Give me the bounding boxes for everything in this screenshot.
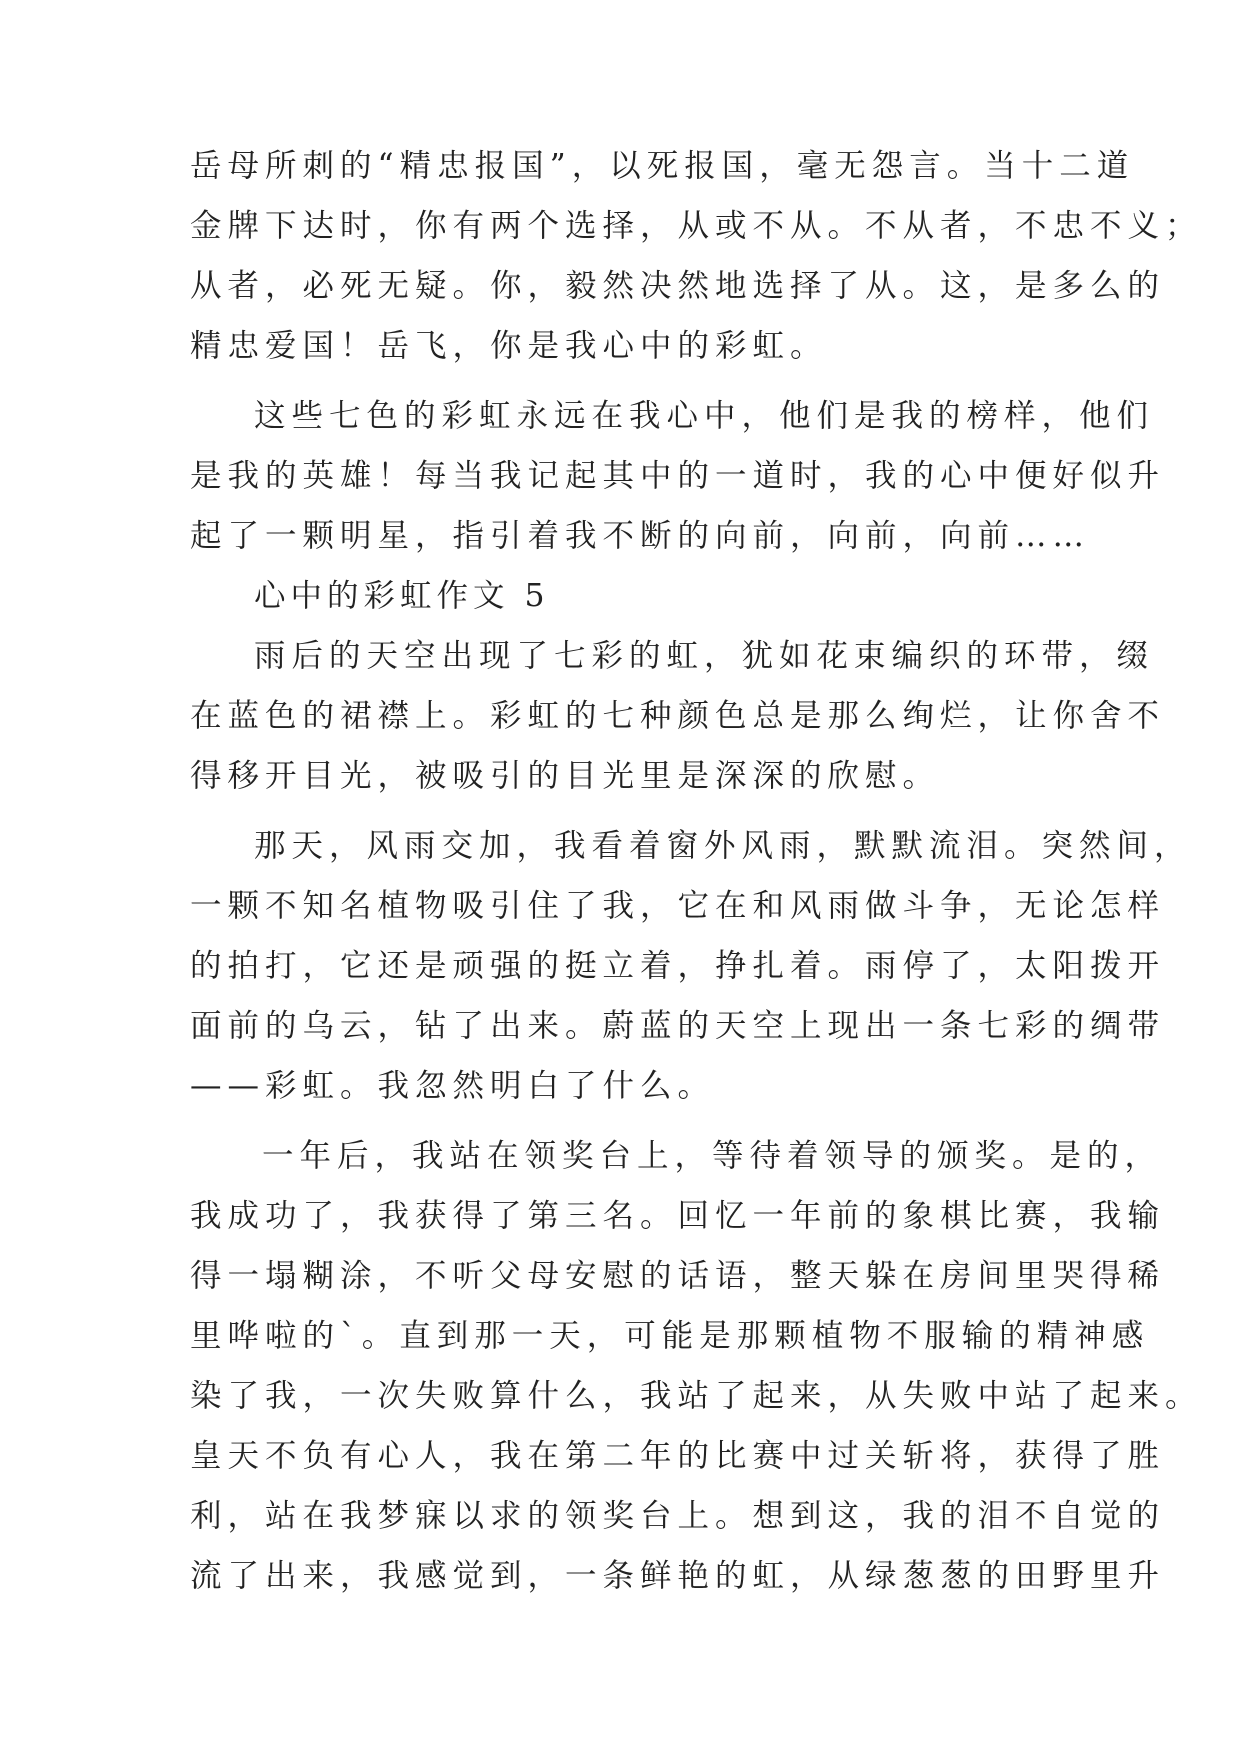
text-line: 得一塌糊涂，不听父母安慰的话语，整天躲在房间里哭得稀 — [190, 1258, 1166, 1294]
text-line: 是我的英雄！每当我记起其中的一道时，我的心中便好似升 — [190, 458, 1166, 494]
text-line: 得移开目光，被吸引的目光里是深深的欣慰。 — [190, 758, 941, 794]
text-line: 的拍打，它还是顽强的挺立着，挣扎着。雨停了，太阳拨开 — [190, 948, 1166, 984]
text-line: 皇天不负有心人，我在第二年的比赛中过关斩将，获得了胜 — [190, 1438, 1166, 1474]
text-line: 染了我，一次失败算什么，我站了起来，从失败中站了起来。 — [190, 1378, 1203, 1414]
text-line: 岳母所刺的“精忠报国”，以死报国，毫无怨言。当十二道 — [190, 148, 1135, 184]
text-line: 面前的乌云，钻了出来。蔚蓝的天空上现出一条七彩的绸带 — [190, 1008, 1166, 1044]
text-line: 在蓝色的裙襟上。彩虹的七种颜色总是那么绚烂，让你舍不 — [190, 698, 1166, 734]
text-line: 里哗啦的`。直到那一天，可能是那颗植物不服输的精神感 — [190, 1318, 1150, 1354]
text-line: 雨后的天空出现了七彩的虹，犹如花束编织的环带，缀 — [254, 638, 1155, 674]
text-line: 从者，必死无疑。你，毅然决然地选择了从。这，是多么的 — [190, 268, 1166, 304]
text-line: 我成功了，我获得了第三名。回忆一年前的象棋比赛，我输 — [190, 1198, 1166, 1234]
text-line: 一年后，我站在领奖台上，等待着领导的颁奖。是的， — [262, 1138, 1163, 1174]
text-line: 一颗不知名植物吸引住了我，它在和风雨做斗争，无论怎样 — [190, 888, 1166, 924]
text-line: 利，站在我梦寐以求的领奖台上。想到这，我的泪不自觉的 — [190, 1498, 1166, 1534]
text-line: 流了出来，我感觉到，一条鲜艳的虹，从绿葱葱的田野里升 — [190, 1558, 1166, 1594]
text-line: 那天，风雨交加，我看着窗外风雨，默默流泪。突然间， — [254, 828, 1192, 864]
text-line: 金牌下达时，你有两个选择，从或不从。不从者，不忠不义； — [190, 208, 1203, 244]
text-line: 起了一颗明星，指引着我不断的向前，向前，向前…… — [190, 518, 1091, 554]
text-line: 精忠爱国！岳飞，你是我心中的彩虹。 — [190, 328, 828, 364]
text-line: ——彩虹。我忽然明白了什么。 — [190, 1068, 716, 1104]
section-heading: 心中的彩虹作文 5 — [254, 578, 550, 614]
text-line: 这些七色的彩虹永远在我心中，他们是我的榜样，他们 — [254, 398, 1155, 434]
